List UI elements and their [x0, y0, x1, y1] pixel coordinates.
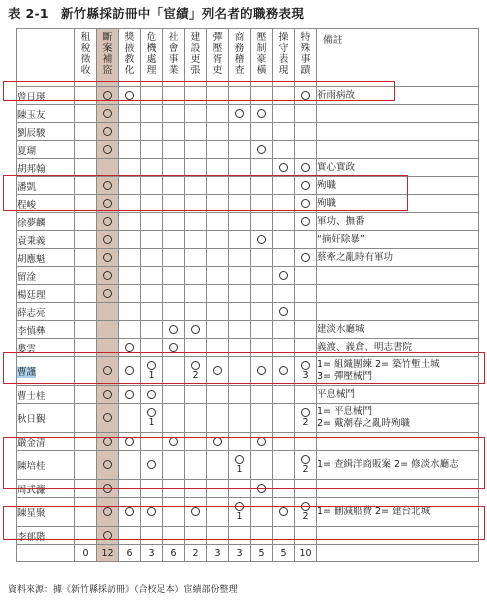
remark-cell [317, 105, 479, 123]
duty-cell [97, 303, 119, 321]
duty-cell [141, 267, 163, 285]
table-row [17, 105, 479, 123]
circle-mark-icon [103, 413, 112, 422]
duty-cell [229, 141, 251, 159]
duty-cell [163, 386, 185, 404]
duty-cell [75, 123, 97, 141]
duty-cell [229, 105, 251, 123]
duty-cell [119, 386, 141, 404]
duty-cell [141, 231, 163, 249]
duty-cell [229, 123, 251, 141]
circle-mark-icon [235, 109, 244, 118]
duty-cell [97, 386, 119, 404]
circle-mark-icon [147, 390, 156, 399]
col-header-commerce: 商務稽查 [229, 29, 251, 87]
duty-cell [207, 249, 229, 267]
duty-cell [119, 105, 141, 123]
official-name: 李慎彝 [17, 321, 75, 339]
footnote-number: 2 [302, 417, 309, 428]
duty-cell [185, 123, 207, 141]
remark-cell [317, 267, 479, 285]
remark-cell: 1= 刪減船費 2= 建台北城 [317, 498, 479, 527]
total-count: 3 [229, 545, 251, 562]
official-name: 留淦 [17, 267, 75, 285]
duty-cell [273, 105, 295, 123]
remark-cell: 殉職 [317, 177, 479, 195]
duty-cell [295, 213, 317, 231]
totals-row [17, 545, 479, 562]
duty-cell [97, 285, 119, 303]
duty-cell [141, 303, 163, 321]
duty-cell [207, 321, 229, 339]
duty-cell [185, 159, 207, 177]
circle-mark-icon [257, 109, 266, 118]
duty-cell [295, 267, 317, 285]
duty-cell [163, 123, 185, 141]
duty-cell [295, 249, 317, 267]
table-row [17, 249, 479, 267]
duty-cell [185, 321, 207, 339]
duty-cell [295, 404, 317, 433]
duty-cell [273, 386, 295, 404]
duty-cell [295, 321, 317, 339]
duty-cell [295, 123, 317, 141]
duty-cell [273, 141, 295, 159]
duty-cell [75, 141, 97, 159]
duty-cell [141, 249, 163, 267]
official-name: 劉辰駿 [17, 123, 75, 141]
circle-mark-icon [125, 343, 134, 352]
duty-cell [229, 386, 251, 404]
highlight-box-row-22 [3, 506, 485, 540]
table-row [17, 123, 479, 141]
duty-cell [163, 404, 185, 433]
duty-cell [141, 321, 163, 339]
duty-cell [75, 231, 97, 249]
total-count: 6 [119, 545, 141, 562]
duty-cell [97, 404, 119, 433]
remark-cell [317, 123, 479, 141]
duty-cell [229, 213, 251, 231]
duty-cell [141, 213, 163, 231]
remark-cell: 建淡水廳城 [317, 321, 479, 339]
duty-cell [119, 159, 141, 177]
duty-cell [273, 123, 295, 141]
duty-cell [295, 141, 317, 159]
duty-cell [75, 213, 97, 231]
col-header-construction: 建設更張 [185, 29, 207, 87]
circle-mark-icon [279, 163, 288, 172]
duty-cell [207, 386, 229, 404]
duty-cell [273, 213, 295, 231]
total-count: 12 [97, 545, 119, 562]
total-count: 2 [185, 545, 207, 562]
duty-cell [119, 285, 141, 303]
table-row [17, 141, 479, 159]
duty-cell [295, 159, 317, 177]
duty-cell [273, 249, 295, 267]
duty-cell [97, 105, 119, 123]
duty-cell [163, 105, 185, 123]
duty-cell [251, 105, 273, 123]
circle-mark-icon [301, 253, 310, 262]
duty-cell [97, 267, 119, 285]
duty-cell [75, 267, 97, 285]
duty-cell [207, 213, 229, 231]
official-name: 曹士桂 [17, 386, 75, 404]
total-count: 3 [207, 545, 229, 562]
duty-cell [75, 404, 97, 433]
circle-mark-icon [103, 127, 112, 136]
remark-cell [317, 303, 479, 321]
duty-cell [163, 303, 185, 321]
remark-cell: 蔡牽之亂時有軍功 [317, 249, 479, 267]
remark-cell: 軍功、撫番 [317, 213, 479, 231]
official-name: 程峻 [17, 195, 75, 213]
col-header-justice: 斷案補盜 [97, 29, 119, 87]
official-name: 夏瑚 [17, 141, 75, 159]
duty-cell [273, 303, 295, 321]
official-name: 潘凱 [17, 177, 75, 195]
official-name: 李郁階 [17, 527, 75, 545]
duty-cell [273, 321, 295, 339]
official-name: 陳玉友 [17, 105, 75, 123]
duty-cell [185, 249, 207, 267]
duty-cell [229, 303, 251, 321]
table-caption [8, 4, 304, 22]
duty-cell [295, 285, 317, 303]
duty-cell [97, 159, 119, 177]
duty-cell [251, 141, 273, 159]
circle-mark-icon [103, 390, 112, 399]
table-row [17, 231, 479, 249]
duty-cell [185, 285, 207, 303]
table-row [17, 213, 479, 231]
circle-mark-icon [169, 343, 178, 352]
duty-cell [251, 404, 273, 433]
duty-cell [75, 105, 97, 123]
duty-cell [251, 386, 273, 404]
total-count: 5 [251, 545, 273, 562]
circle-mark-icon [169, 325, 178, 334]
total-count: 5 [273, 545, 295, 562]
duty-cell [295, 386, 317, 404]
duty-cell [207, 267, 229, 285]
table-row [17, 404, 479, 433]
duty-cell [163, 159, 185, 177]
circle-mark-icon [301, 408, 310, 417]
remark-cell: “摘奸除暴” [317, 231, 479, 249]
duty-cell [229, 404, 251, 433]
duty-cell [251, 249, 273, 267]
duty-cell [141, 386, 163, 404]
circle-mark-icon [103, 235, 112, 244]
circle-mark-icon [257, 145, 266, 154]
duty-cell [229, 321, 251, 339]
highlight-box-rows-6-7 [3, 175, 408, 211]
duty-cell [75, 386, 97, 404]
duty-cell [185, 141, 207, 159]
official-name: 嚴金清 [17, 433, 75, 451]
duty-cell [207, 159, 229, 177]
footnote-number: 1 [236, 464, 243, 475]
col-header-integrity: 操守表現 [273, 29, 295, 87]
circle-mark-icon [279, 271, 288, 280]
official-name: 徐夢麟 [17, 213, 75, 231]
duty-cell [251, 303, 273, 321]
col-header-special: 特殊事蹟 [295, 29, 317, 87]
duty-cell [75, 285, 97, 303]
circle-mark-icon [147, 408, 156, 417]
remark-cell: 1= 查緝洋商販案 2= 修淡水廳志 [317, 451, 479, 480]
duty-cell [97, 141, 119, 159]
duty-cell [273, 267, 295, 285]
duty-cell [273, 159, 295, 177]
col-header-crisis: 危機處理 [141, 29, 163, 87]
remark-cell: 殉職 [317, 195, 479, 213]
remark-cell [317, 285, 479, 303]
duty-cell [295, 303, 317, 321]
duty-cell [119, 249, 141, 267]
remark-cell: 義渡、義倉、明志書院 [317, 339, 479, 357]
duty-cell [119, 213, 141, 231]
table-row [17, 267, 479, 285]
duty-cell [229, 267, 251, 285]
duty-cell [207, 123, 229, 141]
duty-cell [229, 249, 251, 267]
remark-cell: 平息械鬥 [317, 386, 479, 404]
circle-mark-icon [301, 217, 310, 226]
duty-cell [163, 285, 185, 303]
table-number: 表 2-1 [8, 6, 49, 21]
duty-cell [185, 231, 207, 249]
duty-cell [295, 231, 317, 249]
duty-cell [185, 213, 207, 231]
remark-cell [317, 141, 479, 159]
duty-cell [163, 213, 185, 231]
table-row [17, 303, 479, 321]
official-name: 楊廷理 [17, 285, 75, 303]
official-name: 陳星聚 [17, 498, 75, 527]
col-header-remarks: 備註 [317, 29, 479, 87]
total-count: 10 [295, 545, 317, 562]
duty-cell [207, 231, 229, 249]
duty-cell [251, 321, 273, 339]
total-count: 6 [163, 545, 185, 562]
footnote-number: 1 [148, 370, 155, 381]
duty-cell [207, 105, 229, 123]
duty-cell [97, 321, 119, 339]
official-name: 袁秉義 [17, 231, 75, 249]
duty-cell [97, 249, 119, 267]
duty-cell [229, 231, 251, 249]
remark-cell: 祈雨病故 [317, 87, 479, 105]
duty-cell [141, 404, 163, 433]
remark-cell: 1= 組織團練 2= 築竹塹土城 3= 彈壓械鬥 [317, 357, 479, 386]
duty-cell [273, 285, 295, 303]
duty-cell [119, 231, 141, 249]
duty-cell [185, 404, 207, 433]
duty-cell [251, 123, 273, 141]
official-name: 周式濂 [17, 480, 75, 498]
footnote-number: 1 [236, 511, 243, 522]
duty-cell [207, 141, 229, 159]
duty-cell [119, 123, 141, 141]
duty-cell [75, 321, 97, 339]
duty-cell [185, 303, 207, 321]
official-name: 薛志亮 [17, 303, 75, 321]
circle-mark-icon [103, 145, 112, 154]
duty-cell [119, 141, 141, 159]
duty-cell [207, 285, 229, 303]
duty-cell [251, 285, 273, 303]
col-header-social: 社會事業 [163, 29, 185, 87]
highlight-box-rows-19-20 [3, 437, 485, 489]
highlight-box-row-1 [3, 81, 395, 101]
official-name: 秋日覲 [17, 404, 75, 433]
official-name: 曹謹 [17, 357, 75, 386]
duty-cell [141, 285, 163, 303]
duty-cell [141, 159, 163, 177]
footnote-number: 2 [302, 464, 309, 475]
table-row [17, 285, 479, 303]
remark-cell: 1= 平息械鬥 2= 戴潮春之亂時殉職 [317, 404, 479, 433]
table-row [17, 159, 479, 177]
table-title: 新竹縣採訪冊中「宦績」列名者的職務表現 [60, 6, 305, 21]
col-header-clerks: 彈壓胥吏 [207, 29, 229, 87]
footnote-number: 1 [148, 417, 155, 428]
duty-cell [119, 404, 141, 433]
duty-cell [163, 141, 185, 159]
duty-cell [75, 159, 97, 177]
highlight-box-row-16 [3, 352, 485, 384]
duty-cell [251, 213, 273, 231]
official-name: 曾日瑛 [17, 87, 75, 105]
total-count: 0 [75, 545, 97, 562]
table-row [17, 386, 479, 404]
circle-mark-icon [191, 325, 200, 334]
duty-cell [273, 404, 295, 433]
duty-cell [229, 285, 251, 303]
duty-cell [75, 303, 97, 321]
circle-mark-icon [257, 235, 266, 244]
duty-cell [295, 105, 317, 123]
circle-mark-icon [279, 307, 288, 316]
col-header-gentry: 壓制豪橫 [251, 29, 273, 87]
circle-mark-icon [103, 271, 112, 280]
circle-mark-icon [103, 217, 112, 226]
col-header-education: 獎掖教化 [119, 29, 141, 87]
duty-cell [251, 231, 273, 249]
duty-cell [163, 231, 185, 249]
remark-cell: 實心實政 [317, 159, 479, 177]
official-name: 胡應魁 [17, 249, 75, 267]
footnote-number: 2 [302, 511, 309, 522]
source-note: 資料來源：據《新竹縣採訪冊》（合校足本）宦績部份整理 [8, 585, 238, 595]
duty-cell [273, 231, 295, 249]
duty-cell [141, 105, 163, 123]
official-name: 胡邦翰 [17, 159, 75, 177]
circle-mark-icon [103, 109, 112, 118]
official-name: 陳培桂 [17, 451, 75, 480]
duty-cell [229, 159, 251, 177]
circle-mark-icon [103, 289, 112, 298]
duty-cell [141, 141, 163, 159]
official-name: 婁雲 [17, 339, 75, 357]
duty-cell [185, 386, 207, 404]
circle-mark-icon [125, 390, 134, 399]
col-header-tax: 租稅徵收 [75, 29, 97, 87]
duty-cell [119, 321, 141, 339]
footnote-number: 3 [302, 370, 309, 381]
duty-cell [207, 303, 229, 321]
duty-cell [251, 267, 273, 285]
duty-cell [119, 303, 141, 321]
duty-cell [119, 267, 141, 285]
total-count: 3 [141, 545, 163, 562]
duty-cell [185, 267, 207, 285]
duty-cell [163, 321, 185, 339]
footnote-number: 2 [192, 370, 199, 381]
duty-cell [251, 159, 273, 177]
duty-cell [163, 249, 185, 267]
duty-cell [97, 213, 119, 231]
duty-cell [97, 231, 119, 249]
duty-cell [141, 123, 163, 141]
duty-cell [207, 404, 229, 433]
header-row [17, 29, 479, 87]
duty-cell [163, 267, 185, 285]
circle-mark-icon [103, 253, 112, 262]
table-row [17, 321, 479, 339]
circle-mark-icon [301, 163, 310, 172]
duty-cell [75, 249, 97, 267]
header-name-cell [17, 29, 75, 87]
duty-cell [97, 123, 119, 141]
duty-cell [185, 105, 207, 123]
